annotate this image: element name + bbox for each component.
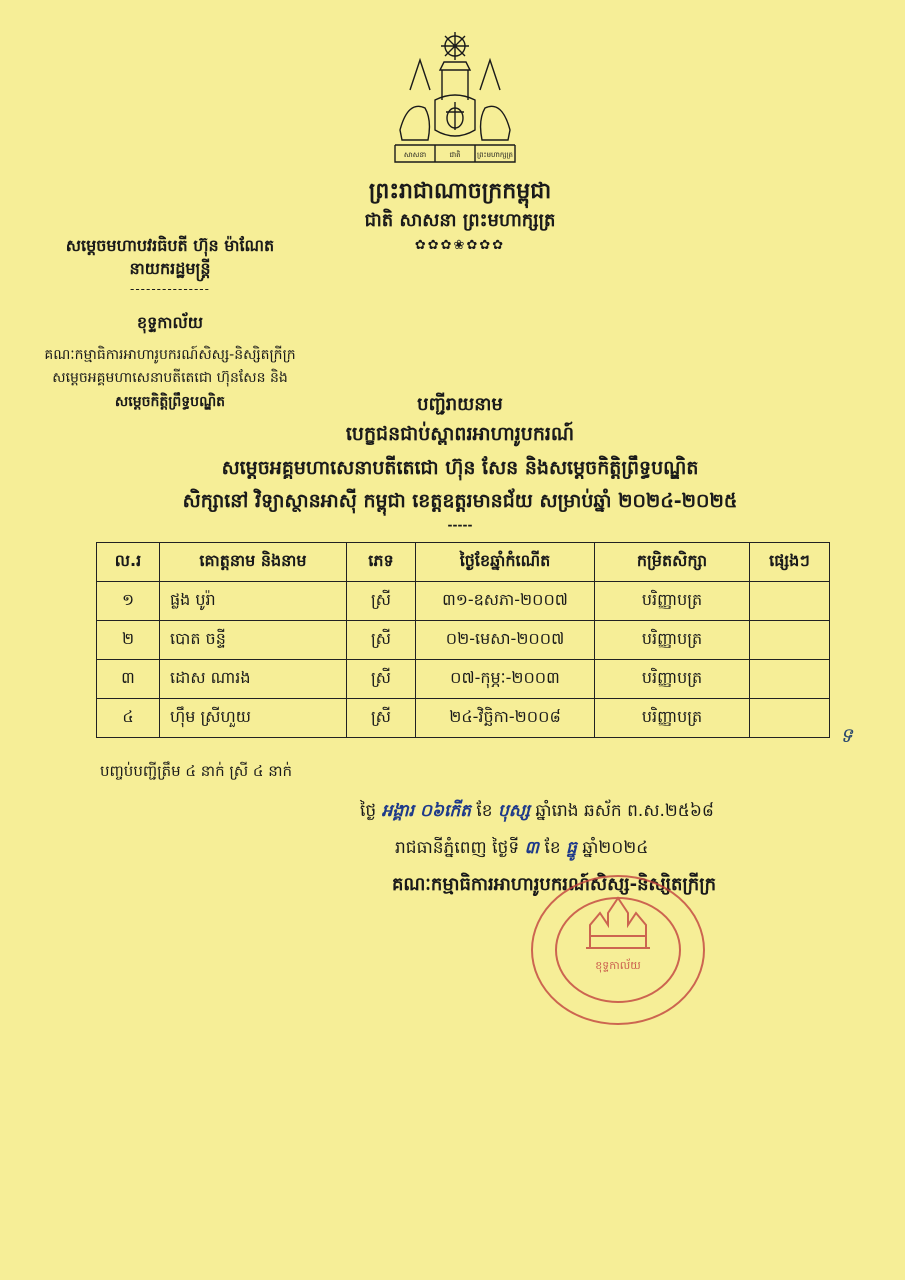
cell-name: ផ្លង បូរ៉ា	[160, 582, 347, 621]
cell-other	[750, 621, 830, 660]
candidate-table	[96, 542, 830, 738]
signing-committee: គណៈកម្មាធិការអាហារូបករណ៍សិស្ស-និស្សិតក្រីក្រ	[392, 874, 717, 895]
ornament-divider: ✿✿✿❀✿✿✿	[414, 238, 506, 253]
heading-divider: -----	[447, 518, 473, 532]
solar-month: ធ្នូ	[566, 838, 577, 858]
cell-number: ៣	[97, 660, 160, 699]
cell-number: ២	[97, 621, 160, 660]
cell-birthdate: ០២-មេសា-២០០៧	[416, 621, 595, 660]
lunar-month: បុស្ស	[497, 801, 530, 821]
list-summary: បញ្ចប់បញ្ជីត្រឹម ៤ នាក់ ស្រី ៤ នាក់	[100, 762, 293, 780]
authority-title: សម្តេចមហាបវរធិបតី ហ៊ុន ម៉ាណែត	[65, 236, 275, 255]
table-row	[97, 582, 830, 621]
col-number: ល.រ	[97, 543, 160, 582]
kingdom-title: ព្រះរាជាណាចក្រកម្ពុជា	[368, 179, 552, 204]
cell-level: បរិញ្ញាបត្រ	[595, 660, 750, 699]
office-name: ខុទ្ទកាល័យ	[136, 313, 203, 332]
seal-center-text: ខុទ្ទកាល័យ	[595, 959, 641, 972]
table-row	[97, 699, 830, 738]
cell-birthdate: ៣១-ឧសភា-២០០៧	[416, 582, 595, 621]
lunar-date	[360, 800, 714, 825]
emblem-label-center: ជាតិ	[449, 151, 461, 159]
col-birthdate: ថ្ងៃខែឆ្នាំកំណើត	[416, 543, 595, 582]
committee-line-2: សម្តេចអគ្គមហាសេនាបតីតេជោ ហ៊ុនសែន និង	[52, 370, 288, 386]
lunar-year: ឆ្នាំរោង ឆស័ក ព.ស.២៥៦៨	[535, 801, 714, 821]
cell-level: បរិញ្ញាបត្រ	[595, 699, 750, 738]
col-name: គោត្តនាម និងនាម	[160, 543, 347, 582]
col-other: ផ្សេងៗ	[750, 543, 830, 582]
cell-level: បរិញ្ញាបត្រ	[595, 582, 750, 621]
handwritten-mark: ទ	[840, 723, 853, 747]
table-header-row	[97, 543, 830, 582]
institution-line: សិក្សានៅ វិទ្យាស្ថានអាស៊ី កម្ពុជា ខេត្តឧត្តរមានជ័យ សម្រាប់ឆ្នាំ ២០២៤-២០២៥	[182, 490, 738, 512]
table-row	[97, 621, 830, 660]
solar-month-label: ខែ	[544, 838, 561, 858]
cell-other	[750, 699, 830, 738]
lunar-prefix: ថ្ងៃ	[360, 801, 377, 821]
left-divider: ---------------	[130, 282, 210, 296]
lunar-day: អង្គារ ០៦កើត	[381, 801, 471, 821]
committee-line-1: គណៈកម្មាធិការអាហារូបករណ៍សិស្ស-និស្សិតក្រីក្រ	[44, 347, 296, 363]
lunar-month-label: ខែ	[476, 801, 493, 821]
emblem-label-right: ព្រះមហាក្សត្រ	[477, 151, 513, 159]
official-seal	[528, 873, 708, 1028]
solar-year: ឆ្នាំ២០២៤	[582, 838, 649, 858]
cell-name: ហ៊ឹម ស្រីហួយ	[160, 699, 347, 738]
cell-number: ៤	[97, 699, 160, 738]
document-subtitle: បេក្ខជនជាប់ស្ពាពរអាហារូបករណ៍	[345, 423, 575, 445]
royal-emblem	[380, 30, 530, 170]
committee-line-3: សម្តេចកិត្តិព្រឹទ្ធបណ្ឌិត	[114, 394, 226, 410]
emblem-label-left: សាសនា	[403, 151, 427, 159]
cell-sex: ស្រី	[347, 660, 416, 699]
cell-number: ១	[97, 582, 160, 621]
solar-date	[395, 837, 648, 862]
solar-prefix: រាជធានីភ្នំពេញ ថ្ងៃទី	[395, 838, 520, 858]
authority-position: នាយករដ្ឋមន្រ្តី	[129, 259, 211, 278]
cell-level: បរិញ្ញាបត្រ	[595, 621, 750, 660]
solar-day: ៣	[524, 838, 540, 858]
table-row	[97, 660, 830, 699]
cell-sex: ស្រី	[347, 699, 416, 738]
col-sex: ភេទ	[347, 543, 416, 582]
cell-sex: ស្រី	[347, 582, 416, 621]
cell-name: ដោស ណារង	[160, 660, 347, 699]
cell-name: បោត ចន្ទី	[160, 621, 347, 660]
document-title: បញ្ជីរាយនាម	[417, 394, 503, 415]
cell-other	[750, 660, 830, 699]
cell-birthdate: ២៤-វិច្ឆិកា-២០០៨	[416, 699, 595, 738]
cell-birthdate: ០៧-កុម្ភៈ-២០០៣	[416, 660, 595, 699]
cell-sex: ស្រី	[347, 621, 416, 660]
col-level: កម្រិតសិក្សា	[595, 543, 750, 582]
cell-other	[750, 582, 830, 621]
national-motto: ជាតិ សាសនា ព្រះមហាក្សត្រ	[364, 210, 556, 231]
scholarship-name: សម្តេចអគ្គមហាសេនាបតីតេជោ ហ៊ុន សែន និងសម្តេចកិត្តិព្រឹទ្ធបណ្ឌិត	[221, 457, 699, 479]
